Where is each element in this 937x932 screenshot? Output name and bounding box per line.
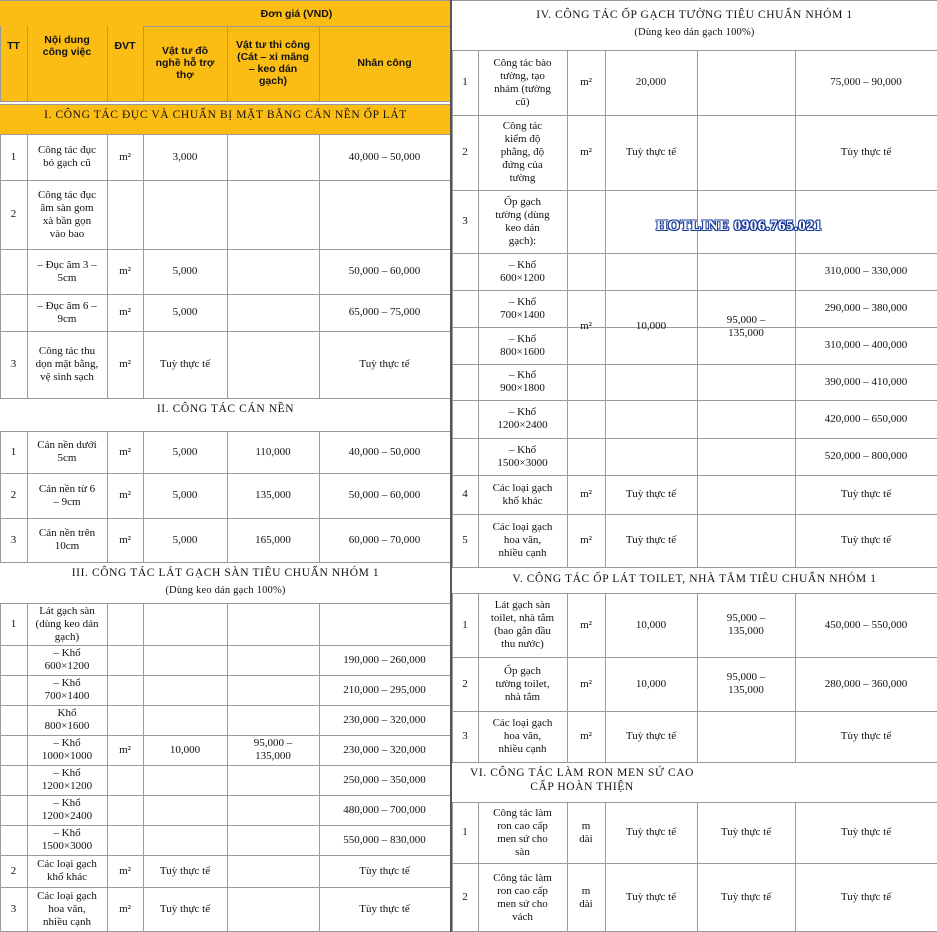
left-row-6-mat: 135,000 — [255, 489, 291, 501]
left-row-9-labor: 190,000 – 260,000 — [343, 653, 426, 666]
left-row-2-unit: m² — [119, 265, 131, 277]
left-row-0-mat — [227, 134, 319, 180]
grid-line-v — [227, 26, 228, 101]
right-row-8-stt — [452, 438, 478, 475]
right-row-14-tool: Tuỳ thực tế — [625, 826, 677, 838]
left-row-1-tool — [143, 180, 227, 249]
left-row-11-labor: 230,000 – 320,000 — [343, 713, 426, 726]
left-row-12-stt — [0, 735, 27, 765]
col-header-labor: Nhân công — [357, 57, 412, 69]
left-row-14-stt — [0, 795, 27, 825]
right-row-9-item: Các loại gạch khổ khác — [492, 481, 553, 507]
right-row-0-tool: 20,000 — [635, 76, 667, 88]
right-merged-tool: 10,000 — [635, 320, 667, 332]
left-row-16-mat — [227, 855, 319, 887]
right-row-8-item: – Khổ 1500×3000 — [497, 443, 548, 469]
left-row-4-mat — [227, 331, 319, 398]
right-row-6-stt — [452, 364, 478, 400]
left-row-2-tool: 5,000 — [172, 265, 198, 277]
right-row-13-stt: 3 — [462, 730, 468, 742]
right-row-11-labor: 450,000 – 550,000 — [824, 618, 908, 631]
right-row-11-stt: 1 — [462, 618, 468, 631]
left-row-10-item: – Khổ 700×1400 — [44, 677, 90, 702]
right-row-4-item: – Khổ 700×1400 — [500, 295, 545, 321]
grid-line-h — [0, 101, 450, 102]
left-row-16-unit: m² — [119, 864, 131, 877]
left-row-3-stt — [0, 294, 27, 331]
hotline-text: HOTLINE 0906.765.021 — [656, 218, 823, 234]
right-row-1-item: Công tác kiểm độ phẳng, độ đứng của tường — [500, 120, 545, 184]
left-row-3-mat — [227, 294, 319, 331]
left-row-8-labor — [319, 603, 450, 645]
right-row-10-unit: m² — [580, 534, 592, 546]
right-row-5-stt — [452, 327, 478, 364]
right-row-7-item: – Khổ 1200×2400 — [497, 406, 548, 431]
right-row-13-mat — [697, 711, 795, 762]
left-row-17-labor: Tùy thực tế — [359, 903, 410, 915]
right-row-2-item: Ốp gạch tường (dùng keo dán gạch): — [495, 195, 550, 247]
right-row-13-labor: Tùy thực tế — [840, 730, 892, 742]
right-row-3-item: – Khổ 600×1200 — [500, 258, 545, 284]
right-row-6-labor: 390,000 – 410,000 — [824, 375, 908, 388]
left-row-17-mat — [227, 887, 319, 932]
left-row-6-tool: 5,000 — [172, 489, 198, 501]
left-row-2-mat — [227, 249, 319, 294]
col-header-materials: Vật tư thi công (Cát – xi măng – keo dán gạch) — [235, 39, 311, 87]
right-row-9-stt: 4 — [462, 488, 468, 500]
left-row-17-item: Các loại gạch hoa văn, nhiều cạnh — [37, 890, 97, 928]
right-row-13-unit: m² — [580, 730, 592, 742]
right-row-15-labor: Tuỳ thực tế — [840, 891, 892, 903]
left-row-10-stt — [0, 675, 27, 705]
section-2-title: II. CÔNG TÁC CÁN NỀN — [156, 403, 295, 415]
left-row-15-labor: 550,000 – 830,000 — [343, 833, 426, 846]
left-row-9-item: – Khổ 600×1200 — [44, 647, 90, 672]
left-row-1-item: Công tác đục âm sàn gom xà bần gọn vào bao — [37, 188, 97, 240]
left-row-3-unit: m² — [119, 306, 131, 318]
right-row-3-stt — [452, 253, 478, 290]
left-row-1-mat — [227, 180, 319, 249]
left-row-14-labor: 480,000 – 700,000 — [343, 803, 426, 816]
right-row-15-unit: m dài — [579, 884, 593, 910]
left-row-6-item: Cán nền từ 6 – 9cm — [38, 482, 96, 508]
left-row-5-unit: m² — [119, 445, 131, 458]
right-row-11-tool: 10,000 — [635, 618, 667, 631]
page-divider — [450, 0, 452, 932]
right-row-12-tool: 10,000 — [635, 677, 667, 690]
grid-line-v — [0, 26, 1, 101]
left-merged-materials: 95,000 – 135,000 — [253, 737, 293, 762]
right-row-4-stt — [452, 290, 478, 327]
right-row-10-labor: Tuỳ thực tế — [840, 534, 892, 546]
right-row-1-labor: Tùy thực tế — [840, 146, 892, 158]
left-row-11-stt — [0, 705, 27, 735]
left-row-6-unit: m² — [119, 489, 131, 501]
right-row-6-item: – Khổ 900×1800 — [500, 369, 545, 394]
left-row-13-labor: 250,000 – 350,000 — [343, 773, 426, 786]
left-row-8-unit — [107, 603, 143, 645]
right-row-9-unit: m² — [580, 488, 592, 500]
left-row-0-labor: 40,000 – 50,000 — [348, 150, 421, 163]
right-row-7-stt — [452, 400, 478, 438]
left-row-10-labor: 210,000 – 295,000 — [343, 683, 426, 696]
left-row-7-stt: 3 — [10, 533, 17, 546]
left-row-4-unit: m² — [119, 358, 131, 370]
right-row-12-stt: 2 — [462, 677, 468, 690]
left-row-16-item: Các loại gạch khổ khác — [37, 858, 97, 883]
left-row-2-stt — [0, 249, 27, 294]
left-row-4-labor: Tuỳ thực tế — [359, 358, 410, 370]
left-row-3-item: – Đục âm 6 – 9cm — [37, 299, 97, 325]
left-row-12-labor: 230,000 – 320,000 — [343, 743, 426, 756]
right-row-15-mat: Tuỳ thực tế — [720, 891, 772, 903]
left-row-16-labor: Tùy thực tế — [359, 864, 410, 877]
right-row-1-mat — [697, 115, 795, 190]
left-merged-unit: m² — [119, 743, 131, 756]
right-row-0-labor: 75,000 – 90,000 — [830, 76, 902, 88]
left-row-7-tool: 5,000 — [172, 533, 198, 546]
right-row-5-item: – Khổ 800×1600 — [500, 332, 545, 358]
left-row-3-labor: 65,000 – 75,000 — [348, 306, 421, 318]
left-row-8-stt: 1 — [10, 617, 17, 630]
right-row-14-labor: Tuỳ thực tế — [840, 826, 892, 838]
left-row-4-stt: 3 — [10, 358, 17, 370]
right-row-14-unit: m dài — [579, 819, 593, 845]
right-row-0-item: Công tác bào tường, tạo nhám (tường cũ) — [493, 56, 552, 108]
right-row-11-item: Lát gạch sàn toilet, nhà tắm (bao gắn đầu thu nước) — [490, 599, 555, 650]
left-row-2-item: – Đục âm 3 – 5cm — [37, 258, 97, 284]
right-row-1-stt: 2 — [462, 146, 468, 158]
left-row-3-tool: 5,000 — [172, 306, 198, 318]
right-row-15-item: Công tác làm ron cao cấp men sứ cho vách — [493, 871, 552, 923]
right-row-0-unit: m² — [580, 76, 592, 88]
left-row-7-mat: 165,000 — [255, 533, 291, 546]
section-6-title: VI. CÔNG TÁC LÀM RON MEN SỨ CAO CẤP HOÀN THIỆN — [469, 767, 695, 793]
left-row-11-item: Khổ 800×1600 — [44, 707, 90, 732]
col-header-stt: TT — [7, 40, 20, 52]
left-row-8-mat — [227, 603, 319, 645]
left-row-15-item: – Khổ 1500×3000 — [41, 827, 93, 852]
grid-line-v — [107, 26, 108, 101]
left-row-1-stt: 2 — [10, 208, 17, 220]
right-row-4-labor: 290,000 – 380,000 — [824, 302, 908, 314]
left-row-0-unit: m² — [119, 150, 131, 163]
grid-line-v — [319, 26, 320, 101]
section-3-title: III. CÔNG TÁC LÁT GẠCH SÀN TIÊU CHUẨN NHÓM 1 (Dùng keo dán gạch 100%) — [71, 567, 380, 596]
right-row-10-stt: 5 — [462, 534, 468, 546]
right-row-7-labor: 420,000 – 650,000 — [824, 412, 908, 425]
left-row-6-stt: 2 — [10, 489, 17, 501]
left-row-12-item: – Khổ 1000×1000 — [41, 737, 93, 762]
left-row-7-item: Cán nền trên 10cm — [38, 527, 96, 552]
left-merged-tool: 10,000 — [169, 743, 201, 756]
left-row-13-item: – Khổ 1200×1200 — [41, 767, 93, 792]
col-header-tools: Vật tư đồ nghề hỗ trợ thợ — [155, 45, 215, 81]
left-row-7-labor: 60,000 – 70,000 — [348, 533, 421, 546]
right-row-0-stt: 1 — [462, 76, 468, 88]
col-header-price: Đơn giá (VND) — [260, 8, 333, 20]
right-row-13-tool: Tuỳ thực tế — [625, 730, 677, 742]
right-row-11-unit: m² — [580, 618, 592, 631]
right-row-14-stt: 1 — [462, 826, 468, 838]
right-row-10-tool: Tuỳ thực tế — [625, 534, 677, 546]
section-1-title: I. CÔNG TÁC ĐỤC VÀ CHUẨN BỊ MẶT BẰNG CÁN NỀN ỐP LÁT — [44, 109, 407, 121]
col-header-item: Nội dung công việc — [42, 34, 92, 58]
left-row-4-tool: Tuỳ thực tế — [159, 358, 211, 370]
right-row-12-labor: 280,000 – 360,000 — [824, 677, 908, 690]
left-row-0-tool: 3,000 — [172, 150, 198, 163]
section-4-title: IV. CÔNG TÁC ỐP GẠCH TƯỜNG TIÊU CHUẨN NHÓM 1 (Dùng keo dán gạch 100%) — [536, 9, 853, 38]
left-row-5-mat: 110,000 — [255, 445, 291, 458]
right-row-9-mat — [697, 475, 795, 514]
left-row-6-labor: 50,000 – 60,000 — [348, 489, 421, 501]
right-merged-materials: 95,000 – 135,000 — [726, 313, 766, 339]
grid-line-h — [0, 0, 450, 1]
left-row-2-labor: 50,000 – 60,000 — [348, 265, 421, 277]
left-row-8-item: Lát gạch sàn (dùng keo dán gạch) — [35, 604, 99, 643]
grid-line-v — [27, 26, 28, 101]
left-row-17-unit: m² — [119, 903, 131, 915]
right-row-2-stt: 3 — [462, 215, 468, 227]
left-row-5-tool: 5,000 — [172, 445, 198, 458]
col-header-unit: ĐVT — [114, 40, 136, 52]
right-row-14-mat: Tuỳ thực tế — [720, 826, 772, 838]
left-row-5-stt: 1 — [10, 445, 17, 458]
right-row-9-tool: Tuỳ thực tế — [625, 488, 677, 500]
right-row-2-unit — [567, 190, 605, 253]
left-row-16-tool: Tuỳ thực tế — [159, 864, 211, 877]
grid-line-h — [452, 0, 937, 1]
left-row-4-item: Công tác thu dọn mặt bằng, vệ sinh sạch — [35, 345, 99, 383]
right-row-5-labor: 310,000 – 400,000 — [824, 339, 908, 351]
right-row-1-unit: m² — [580, 146, 592, 158]
left-row-5-item: Cán nền dưới 5cm — [37, 439, 97, 464]
right-row-15-tool: Tuỳ thực tế — [625, 891, 677, 903]
right-row-9-labor: Tuỳ thực tế — [840, 488, 892, 500]
left-row-14-item: – Khổ 1200×2400 — [41, 797, 93, 822]
right-row-11-mat: 95,000 – 135,000 — [726, 612, 766, 637]
left-row-0-item: Công tác đục bỏ gạch cũ — [37, 144, 97, 169]
left-row-17-tool: Tuỳ thực tế — [159, 903, 211, 915]
right-row-1-tool: Tuỳ thực tế — [625, 146, 677, 158]
right-row-0-mat — [697, 50, 795, 115]
left-row-13-stt — [0, 765, 27, 795]
right-row-10-mat — [697, 514, 795, 567]
right-row-12-unit: m² — [580, 677, 592, 690]
grid-line-v — [143, 26, 144, 101]
left-row-1-labor — [319, 180, 450, 249]
left-row-7-unit: m² — [119, 533, 131, 546]
section-5-title: V. CÔNG TÁC ỐP LÁT TOILET, NHÀ TẮM TIÊU CHUẨN NHÓM 1 — [512, 573, 877, 585]
right-row-12-item: Ốp gạch tường toilet, nhà tắm — [495, 664, 550, 703]
grid-line-h — [143, 26, 450, 27]
left-row-5-labor: 40,000 – 50,000 — [348, 445, 421, 458]
left-row-17-stt: 3 — [10, 903, 17, 915]
left-row-8-tool — [143, 603, 227, 645]
right-row-12-mat: 95,000 – 135,000 — [726, 671, 766, 696]
right-row-10-item: Các loại gạch hoa văn, nhiều cạnh — [492, 521, 553, 559]
right-row-13-item: Các loại gạch hoa văn, nhiều cạnh — [492, 717, 553, 755]
right-row-8-labor: 520,000 – 800,000 — [824, 450, 908, 462]
right-row-3-labor: 310,000 – 330,000 — [824, 265, 908, 277]
left-row-9-stt — [0, 645, 27, 675]
right-merged-unit: m² — [580, 320, 592, 332]
left-row-15-stt — [0, 825, 27, 855]
right-row-14-item: Công tác làm ron cao cấp men sứ cho sàn — [493, 806, 552, 858]
left-row-1-unit — [107, 180, 143, 249]
right-row-15-stt: 2 — [462, 891, 468, 903]
left-row-16-stt: 2 — [10, 864, 17, 877]
left-row-0-stt: 1 — [10, 150, 17, 163]
